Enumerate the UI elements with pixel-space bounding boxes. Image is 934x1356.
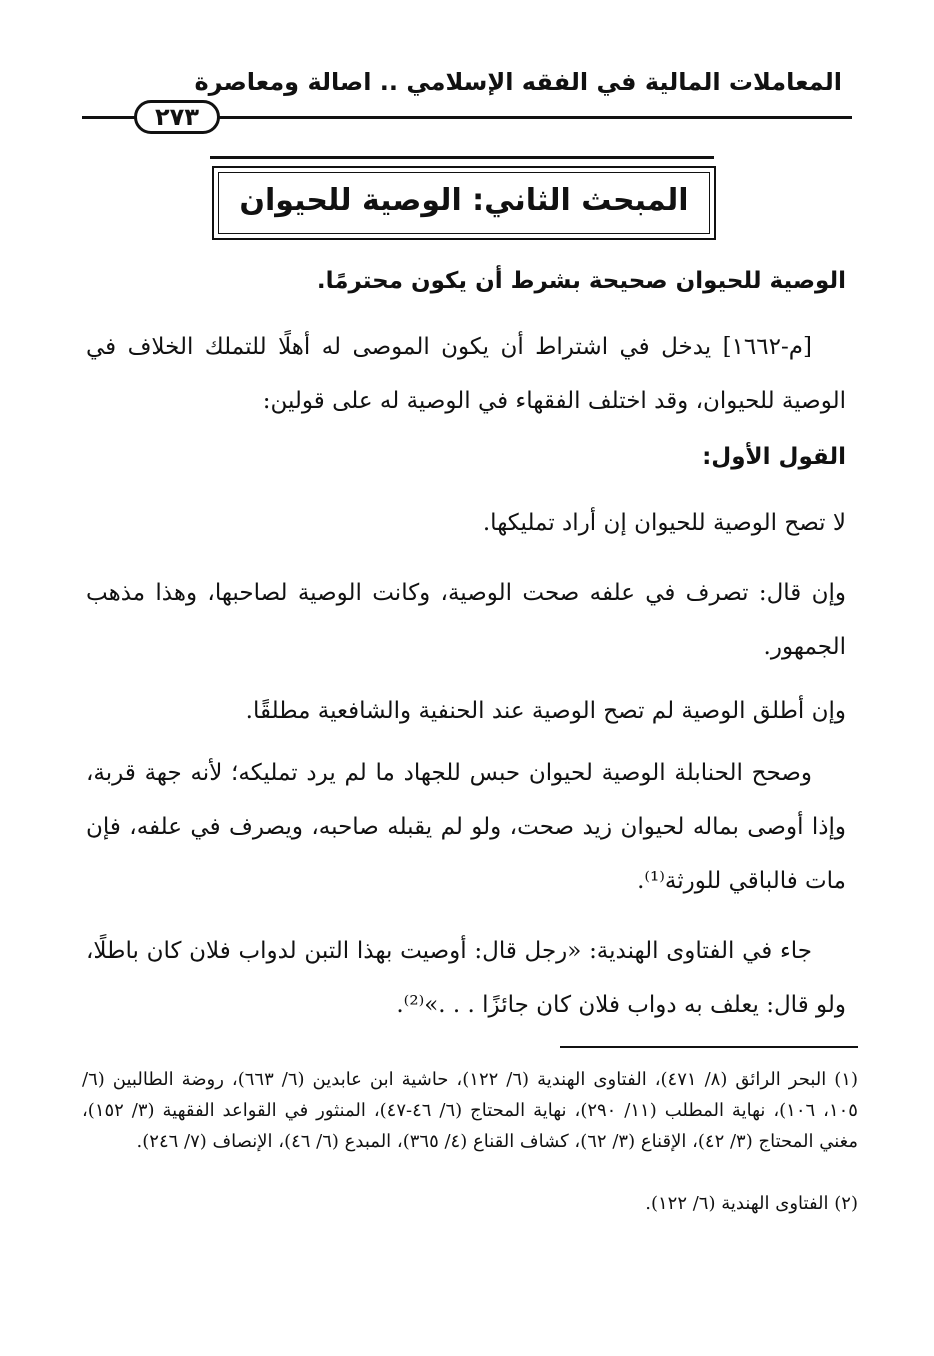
- paragraph-intro: [م-١٦٦٢] يدخل في اشتراط أن يكون الموصى له أهلًا للتملك الخلاف في الوصية للحيوان، وقد اختلف الفقهاء في الوصية له على قولين:: [86, 334, 846, 414]
- footnote-rule: [560, 1046, 858, 1048]
- title-top-rule: [210, 156, 714, 159]
- footnote-2: (٢) الفتاوى الهندية (٦/ ١٢٢).: [645, 1193, 858, 1214]
- paragraph-fatawa-quote: جاء في الفتاوى الهندية: «رجل قال: أوصيت بهذا التبن لدواب فلان كان باطلًا، ولو قال: يعلف به دواب فلان كان جائزًا . . .»⁽²⁾.: [86, 938, 846, 1018]
- paragraph-first-opinion: لا تصح الوصية للحيوان إن أراد تمليكها.: [482, 510, 846, 536]
- paragraph-unconditional: وإن أطلق الوصية لم تصح الوصية عند الحنفية والشافعية مطلقًا.: [245, 698, 846, 724]
- running-header-title: المعاملات المالية في الفقه الإسلامي .. اصالة ومعاصرة: [194, 68, 842, 96]
- paragraph-ruling: الوصية للحيوان صحيحة بشرط أن يكون محترمًا.: [316, 268, 846, 294]
- page-number: ٢٧٣: [134, 100, 220, 134]
- footnote-1: (١) البحر الرائق (٨/ ٤٧١)، الفتاوى الهندية (٦/ ١٢٢)، حاشية ابن عابدين (٦/ ٦٦٣)، روضة الطالبين (٦/ ١٠٥، ١٠٦)، نهاية المطلب (١١/ ٢٩٠)، نهاية المحتاج (٦/ ٤٦-٤٧)، المنثور في القواعد الفقهية (٣/ ١٥٢)، مغني المحتاج (٣/ ٤٢)، الإقناع (٣/ ٦٢)، كشاف القناع (٤/ ٣٦٥)، المبدع (٦/ ٤٦)، الإنصاف (٧/ ٢٤٦).: [82, 1069, 858, 1152]
- section-title: المبحث الثاني: الوصية للحيوان: [239, 183, 689, 218]
- paragraph-first-opinion-heading: القول الأول:: [702, 444, 846, 470]
- paragraph-feed-condition: وإن قال: تصرف في علفه صحت الوصية، وكانت الوصية لصاحبها، وهذا مذهب الجمهور.: [86, 580, 846, 660]
- paragraph-hanbali: وصحح الحنابلة الوصية لحيوان حبس للجهاد ما لم يرد تمليكه؛ لأنه جهة قربة، وإذا أوصى بماله لحيوان زيد صحت، ولو لم يقبله صاحبه، ويصرف في علفه، فإن مات فالباقي للورثة⁽¹⁾.: [86, 760, 846, 894]
